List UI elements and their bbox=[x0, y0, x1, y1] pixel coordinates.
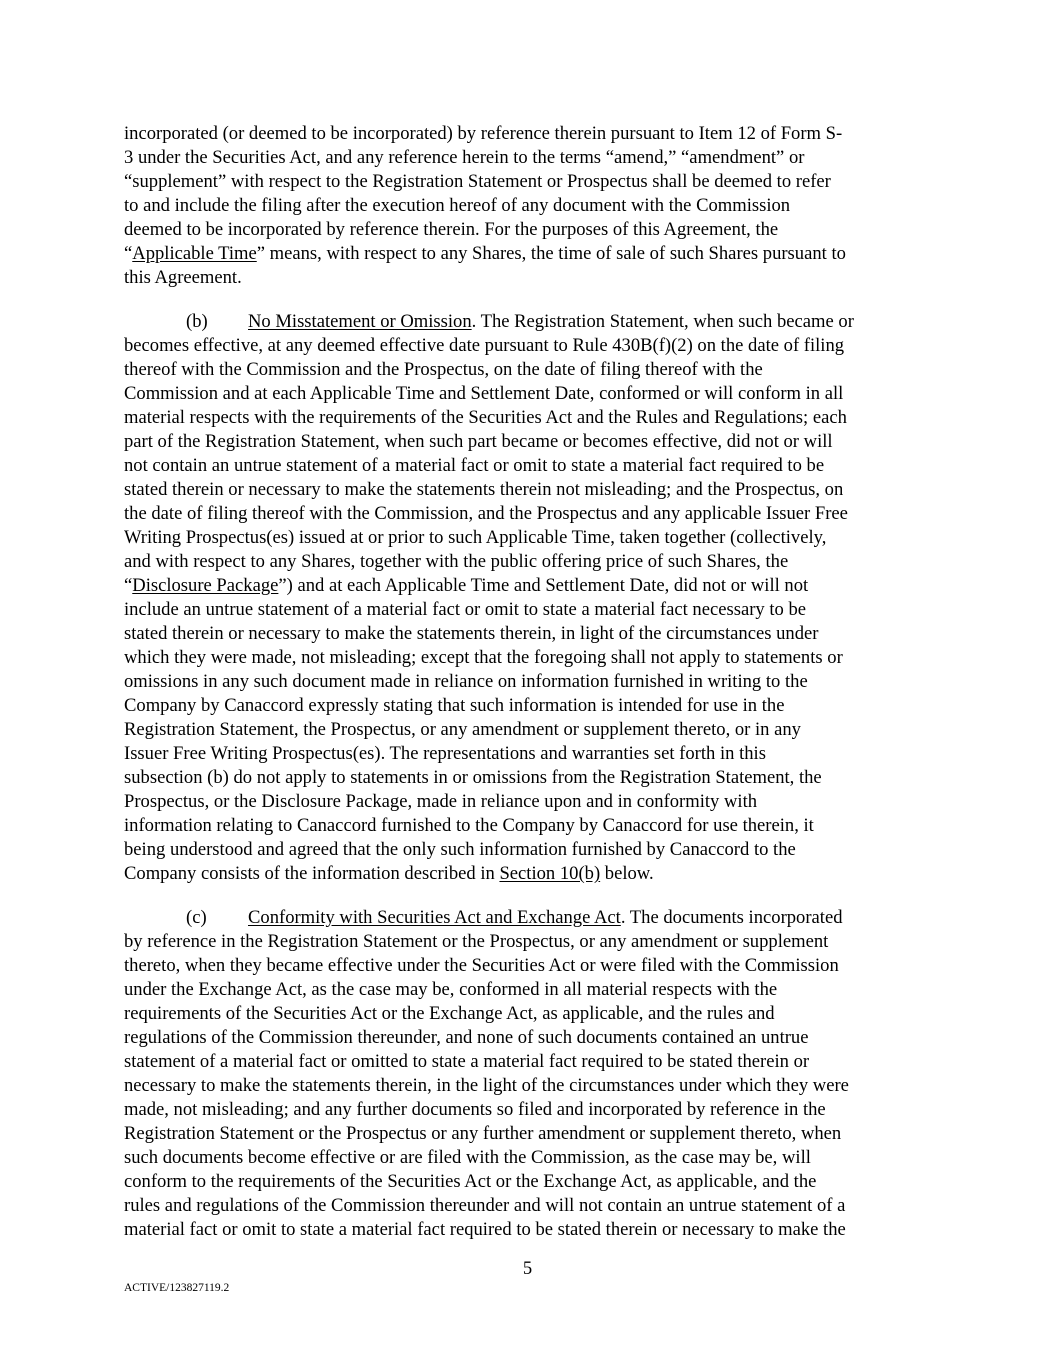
defined-term-applicable-time: Applicable Time bbox=[132, 243, 257, 264]
text-line: to and include the filing after the execution hereof of any document with the Commission bbox=[124, 195, 791, 216]
text-line: by reference in the Registration Statement or the Prospectus, or any amendment or supplement bbox=[124, 931, 829, 952]
paragraph-gap bbox=[124, 290, 934, 310]
quote-mark: “ bbox=[124, 575, 133, 596]
section-b-marker: (b) bbox=[186, 311, 208, 332]
text-line: “supplement” with respect to the Registration Statement or Prospectus shall be deemed to refer bbox=[124, 171, 831, 192]
defined-term-disclosure-package: Disclosure Package bbox=[132, 575, 279, 596]
text-line: Issuer Free Writing Prospectus(es). The representations and warranties set forth in this bbox=[124, 743, 766, 764]
text-line: necessary to make the statements therein, in the light of the circumstances under which they were bbox=[124, 1075, 849, 1096]
text-line: material respects with the requirements of the Securities Act and the Rules and Regulations; each bbox=[124, 407, 847, 428]
text-line: part of the Registration Statement, when such part became or becomes effective, did not or will bbox=[124, 431, 833, 452]
text-line: thereof with the Commission and the Prospectus, on the date of filing thereof with the bbox=[124, 359, 763, 380]
text-line: omissions in any such document made in reliance on information furnished in writing to the bbox=[124, 671, 808, 692]
document-id: ACTIVE/123827119.2 bbox=[124, 1282, 230, 1294]
quote-mark: “ bbox=[124, 243, 133, 264]
section-c-marker: (c) bbox=[186, 907, 207, 928]
text-line: material fact or omit to state a material fact required to be stated therein or necessary to make the bbox=[124, 1219, 846, 1240]
text-line bbox=[124, 862, 934, 886]
text-line: stated therein or necessary to make the statements therein not misleading; and the Prospectus, on bbox=[124, 479, 844, 500]
text-line: include an untrue statement of a material fact or omit to state a material fact necessary to be bbox=[124, 599, 806, 620]
text-fragment: . The documents incorporated bbox=[620, 907, 843, 928]
text-line bbox=[124, 242, 934, 266]
text-line: Company by Canaccord expressly stating that such information is intended for use in the bbox=[124, 695, 785, 716]
text-line: not contain an untrue statement of a material fact or omit to state a material fact required to be bbox=[124, 455, 825, 476]
text-line: incorporated (or deemed to be incorporated) by reference therein pursuant to Item 12 of Form S- bbox=[124, 123, 843, 144]
text-line: conform to the requirements of the Securities Act or the Exchange Act, as applicable, and the bbox=[124, 1171, 817, 1192]
text-line: Commission and at each Applicable Time and Settlement Date, conformed or will conform in all bbox=[124, 383, 844, 404]
text-fragment: ” means, with respect to any Shares, the time of sale of such Shares pursuant to bbox=[256, 243, 846, 264]
text-line: information relating to Canaccord furnished to the Company by Canaccord for use therein, it bbox=[124, 815, 814, 836]
text-line: deemed to be incorporated by reference therein. For the purposes of this Agreement, the bbox=[124, 219, 779, 240]
text-line: under the Exchange Act, as the case may be, conformed in all material respects with the bbox=[124, 979, 778, 1000]
text-fragment: below. bbox=[600, 863, 654, 884]
intro-paragraph bbox=[124, 122, 934, 290]
text-fragment: ”) and at each Applicable Time and Settlement Date, did not or will not bbox=[278, 575, 809, 596]
text-line: the date of filing thereof with the Commission, and the Prospectus and any applicable Issuer Free bbox=[124, 503, 848, 524]
text-line: Writing Prospectus(es) issued at or prior to such Applicable Time, taken together (collectively, bbox=[124, 527, 827, 548]
text-line: subsection (b) do not apply to statements in or omissions from the Registration Statement, the bbox=[124, 767, 822, 788]
text-line bbox=[124, 574, 934, 598]
text-line: this Agreement. bbox=[124, 267, 242, 288]
document-body bbox=[124, 122, 934, 1242]
section-b-first-line bbox=[124, 310, 934, 334]
text-line: being understood and agreed that the only such information furnished by Canaccord to the bbox=[124, 839, 796, 860]
section-c-first-line bbox=[124, 906, 934, 930]
text-line: made, not misleading; and any further documents so filed and incorporated by reference in the bbox=[124, 1099, 826, 1120]
text-line: 3 under the Securities Act, and any reference herein to the terms “amend,” “amendment” or bbox=[124, 147, 805, 168]
text-line: thereto, when they became effective under the Securities Act or were filed with the Commission bbox=[124, 955, 839, 976]
text-line: becomes effective, at any deemed effective date pursuant to Rule 430B(f)(2) on the date of filing bbox=[124, 335, 845, 356]
section-c-heading: Conformity with Securities Act and Exchange Act bbox=[248, 907, 621, 928]
section-b-paragraph bbox=[124, 310, 934, 886]
text-line: requirements of the Securities Act or the Exchange Act, as applicable, and the rules and bbox=[124, 1003, 775, 1024]
section-10b-reference: Section 10(b) bbox=[499, 863, 601, 884]
section-c-paragraph bbox=[124, 906, 934, 1242]
text-line: rules and regulations of the Commission thereunder and will not contain an untrue statement of a bbox=[124, 1195, 846, 1216]
text-line: such documents become effective or are filed with the Commission, as the case may be, will bbox=[124, 1147, 811, 1168]
text-line: regulations of the Commission thereunder, and none of such documents contained an untrue bbox=[124, 1027, 809, 1048]
text-fragment: . The Registration Statement, when such became or bbox=[471, 311, 854, 332]
text-line: statement of a material fact or omitted to state a material fact required to be stated therein or bbox=[124, 1051, 810, 1072]
page-number: 5 bbox=[522, 1258, 533, 1279]
text-line: Prospectus, or the Disclosure Package, made in reliance upon and in conformity with bbox=[124, 791, 758, 812]
text-line: which they were made, not misleading; except that the foregoing shall not apply to statements or bbox=[124, 647, 843, 668]
section-b-heading: No Misstatement or Omission bbox=[248, 311, 472, 332]
text-line: Registration Statement or the Prospectus or any further amendment or supplement thereto, when bbox=[124, 1123, 842, 1144]
text-fragment: Company consists of the information described in bbox=[124, 863, 500, 884]
text-line: Registration Statement, the Prospectus, or any amendment or supplement thereto, or in any bbox=[124, 719, 801, 740]
text-line: stated therein or necessary to make the statements therein, in light of the circumstances under bbox=[124, 623, 819, 644]
paragraph-gap bbox=[124, 886, 934, 906]
text-line: and with respect to any Shares, together with the public offering price of such Shares, the bbox=[124, 551, 789, 572]
